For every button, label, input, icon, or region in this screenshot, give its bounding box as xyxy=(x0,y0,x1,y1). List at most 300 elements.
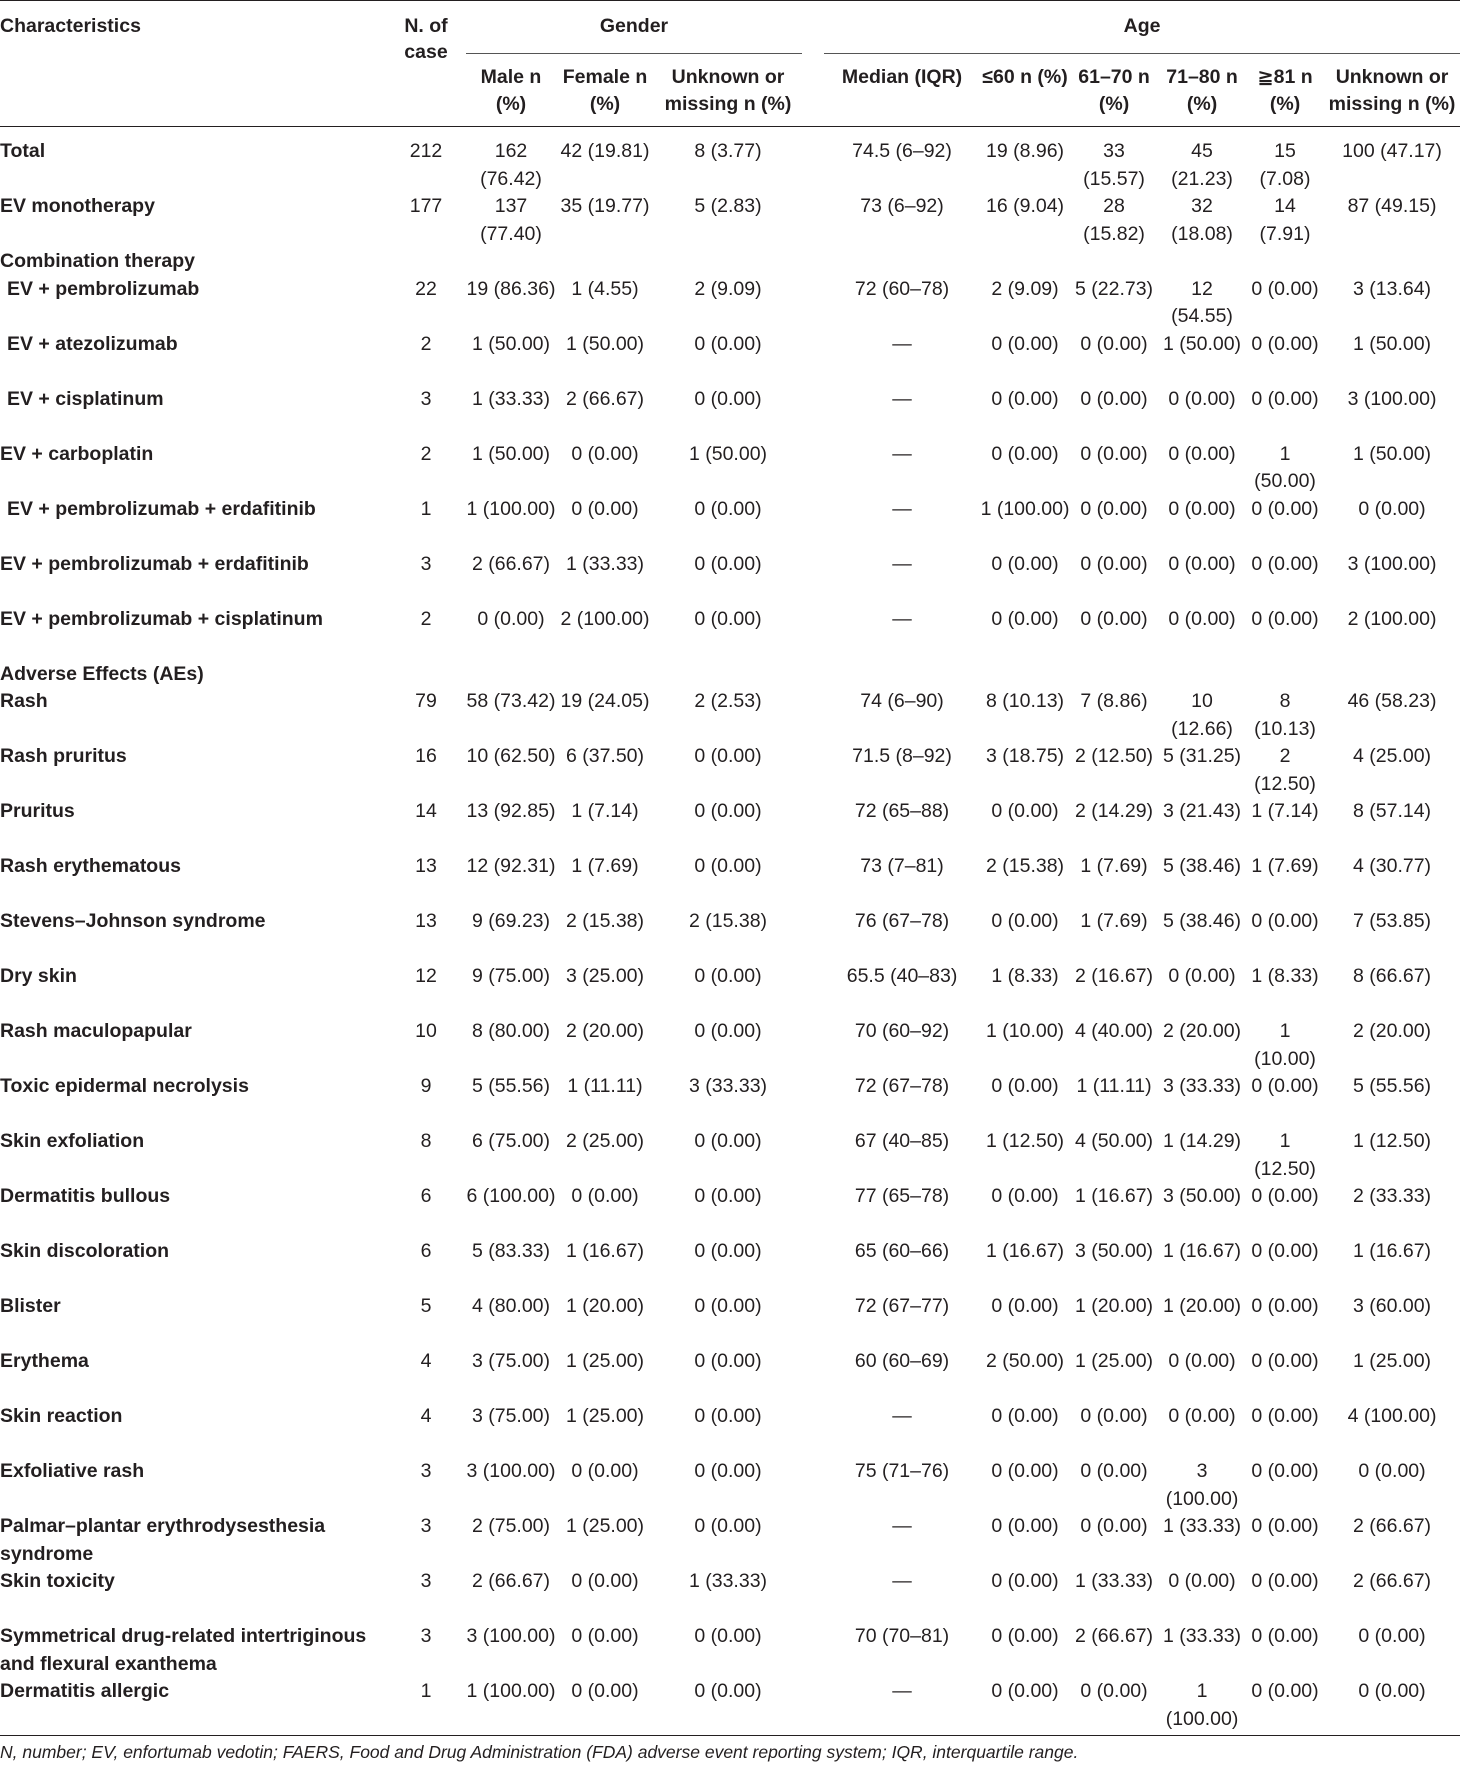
cell-le60: 0 (0.00) xyxy=(991,1185,1059,1207)
section-heading: Adverse Effects (AEs) xyxy=(0,662,204,685)
cell-median: — xyxy=(892,552,912,575)
section-adverse-effects xyxy=(0,661,1460,689)
cell-median: — xyxy=(892,442,912,465)
cell-ge81: 1 (7.69) xyxy=(1251,855,1319,877)
table-row xyxy=(0,1458,1460,1513)
cell-ge81: 0 (0.00) xyxy=(1251,1185,1319,1207)
cell-unknown-age: 1 (16.67) xyxy=(1353,1240,1432,1262)
cell-71-80: 0 (0.00) xyxy=(1168,965,1236,987)
col-unknown-gender: Unknown or missing n (%) xyxy=(664,66,792,115)
cell-male: 1 (50.00) xyxy=(471,442,551,465)
cell-le60: 2 (50.00) xyxy=(986,1350,1065,1372)
cell-male: 19 (86.36) xyxy=(466,277,556,300)
cell-n: 6 xyxy=(420,1240,432,1262)
cell-61-70: 0 (0.00) xyxy=(1080,1460,1148,1482)
cell-n: 9 xyxy=(420,1075,432,1097)
cell-le60: 19 (8.96) xyxy=(986,140,1065,162)
cell-unknown-age: 2 (33.33) xyxy=(1353,1185,1432,1207)
row-label: Skin exfoliation xyxy=(0,1130,145,1152)
cell-61-70: 33 (15.57) xyxy=(1083,140,1145,190)
cell-61-70: 0 (0.00) xyxy=(1080,442,1148,465)
cell-n: 22 xyxy=(415,277,437,300)
cell-median: — xyxy=(892,497,912,520)
col-characteristics: Characteristics xyxy=(0,15,141,37)
cell-median: 71.5 (8–92) xyxy=(852,745,952,767)
row-label: Total xyxy=(0,140,46,162)
cell-n: 2 xyxy=(420,332,432,355)
cell-le60: 0 (0.00) xyxy=(991,910,1059,932)
row-label: EV + pembrolizumab + cisplatinum xyxy=(0,607,323,630)
cell-ge81: 2 (12.50) xyxy=(1254,745,1316,795)
cell-female: 1 (4.55) xyxy=(571,277,639,300)
cell-ge81: 0 (0.00) xyxy=(1251,1625,1319,1647)
cell-n: 3 xyxy=(420,552,432,575)
cell-n: 3 xyxy=(420,1515,432,1537)
cell-71-80: 3 (21.43) xyxy=(1163,800,1242,822)
cell-le60: 0 (0.00) xyxy=(991,552,1059,575)
cell-le60: 0 (0.00) xyxy=(991,1680,1059,1702)
cell-61-70: 7 (8.86) xyxy=(1080,690,1148,712)
table-row xyxy=(0,1238,1460,1293)
row-label: EV + pembrolizumab xyxy=(7,277,200,300)
cell-median: 60 (60–69) xyxy=(854,1350,950,1372)
cell-female: 1 (33.33) xyxy=(565,552,645,575)
cell-61-70: 4 (40.00) xyxy=(1075,1020,1154,1042)
cell-female: 6 (37.50) xyxy=(565,745,645,767)
table-row xyxy=(0,1623,1460,1678)
table-row xyxy=(0,908,1460,963)
cell-le60: 0 (0.00) xyxy=(991,1515,1059,1537)
cell-unknown-age: 0 (0.00) xyxy=(1358,1460,1426,1482)
row-label: EV + pembrolizumab + erdafitinib xyxy=(7,497,316,520)
cell-male: 10 (62.50) xyxy=(466,745,556,767)
cell-ge81: 0 (0.00) xyxy=(1251,1240,1319,1262)
cell-ge81: 1 (7.14) xyxy=(1251,800,1319,822)
cell-median: 70 (70–81) xyxy=(854,1625,950,1647)
row-label: Toxic epidermal necrolysis xyxy=(0,1075,249,1097)
cell-ge81: 0 (0.00) xyxy=(1251,1570,1319,1592)
cell-unknown-age: 2 (100.00) xyxy=(1347,607,1437,630)
cell-female: 1 (7.14) xyxy=(571,800,639,822)
cell-71-80: 3 (100.00) xyxy=(1165,1460,1239,1510)
cell-unknown-age: 8 (66.67) xyxy=(1353,965,1432,987)
cell-ge81: 0 (0.00) xyxy=(1251,1515,1319,1537)
table-row xyxy=(0,1183,1460,1238)
cell-median: 75 (71–76) xyxy=(854,1460,950,1482)
table-row xyxy=(0,386,1460,441)
cell-61-70: 28 (15.82) xyxy=(1083,195,1145,245)
cell-median: 73 (7–81) xyxy=(860,855,944,877)
cell-female: 1 (16.67) xyxy=(565,1240,645,1262)
cell-unknown-age: 4 (100.00) xyxy=(1347,1405,1437,1427)
cell-le60: 0 (0.00) xyxy=(991,800,1059,822)
cell-61-70: 0 (0.00) xyxy=(1080,1405,1148,1427)
row-label: Dry skin xyxy=(0,965,77,987)
cell-unknown-age: 2 (66.67) xyxy=(1353,1515,1432,1537)
cell-n: 3 xyxy=(420,387,432,410)
table-row xyxy=(0,1018,1460,1073)
col-female: Female n (%) xyxy=(562,66,648,115)
cell-ge81: 0 (0.00) xyxy=(1251,552,1319,575)
cell-median: 77 (65–78) xyxy=(854,1185,950,1207)
cell-61-70: 0 (0.00) xyxy=(1080,332,1148,355)
cell-unknown-gender: 0 (0.00) xyxy=(694,497,762,520)
cell-female: 1 (25.00) xyxy=(565,1405,645,1427)
cell-unknown-age: 46 (58.23) xyxy=(1347,690,1437,712)
row-label: Dermatitis allergic xyxy=(0,1680,170,1702)
table-row xyxy=(0,441,1460,496)
table-row xyxy=(0,606,1460,661)
cell-unknown-age: 0 (0.00) xyxy=(1358,1680,1426,1702)
col-61-70: 61–70 n (%) xyxy=(1078,66,1150,115)
cell-male: 1 (50.00) xyxy=(471,332,551,355)
col-unknown-age: Unknown or missing n (%) xyxy=(1328,66,1456,115)
cell-male: 8 (80.00) xyxy=(471,1020,551,1042)
cell-71-80: 3 (50.00) xyxy=(1163,1185,1242,1207)
cell-male: 2 (75.00) xyxy=(471,1515,551,1537)
cell-n: 6 xyxy=(420,1185,432,1207)
row-label: EV + pembrolizumab + erdafitinib xyxy=(0,552,309,575)
cell-female: 1 (7.69) xyxy=(571,855,639,877)
cell-female: 19 (24.05) xyxy=(560,690,650,712)
cell-n: 4 xyxy=(420,1405,432,1427)
cell-ge81: 0 (0.00) xyxy=(1251,497,1319,520)
cell-female: 2 (100.00) xyxy=(560,607,650,630)
cell-le60: 0 (0.00) xyxy=(991,1460,1059,1482)
cell-61-70: 1 (25.00) xyxy=(1075,1350,1154,1372)
cell-unknown-age: 1 (25.00) xyxy=(1353,1350,1432,1372)
cell-unknown-gender: 2 (2.53) xyxy=(694,690,762,712)
cell-male: 137 (77.40) xyxy=(480,195,542,245)
row-label: Rash pruritus xyxy=(0,745,127,767)
cell-unknown-age: 3 (100.00) xyxy=(1347,552,1437,575)
cell-median: 65 (60–66) xyxy=(854,1240,950,1262)
row-label: EV + atezolizumab xyxy=(7,332,178,355)
cell-unknown-age: 0 (0.00) xyxy=(1358,497,1426,520)
cell-71-80: 0 (0.00) xyxy=(1168,1570,1236,1592)
cell-median: — xyxy=(892,1515,912,1537)
section-combination-therapy xyxy=(0,248,1460,276)
cell-ge81: 0 (0.00) xyxy=(1251,1405,1319,1427)
cell-unknown-gender: 3 (33.33) xyxy=(688,1075,768,1097)
cell-unknown-gender: 0 (0.00) xyxy=(694,800,762,822)
cell-ge81: 1 (10.00) xyxy=(1254,1020,1316,1070)
table-row xyxy=(0,1403,1460,1458)
cell-unknown-age: 3 (60.00) xyxy=(1353,1295,1432,1317)
table-row xyxy=(0,1293,1460,1348)
cell-71-80: 10 (12.66) xyxy=(1171,690,1233,740)
cell-male: 3 (100.00) xyxy=(466,1460,556,1482)
cell-median: 74 (6–90) xyxy=(860,690,944,712)
cell-le60: 0 (0.00) xyxy=(991,442,1059,465)
cell-ge81: 1 (12.50) xyxy=(1254,1130,1316,1180)
row-label: Stevens–Johnson syndrome xyxy=(0,910,266,932)
table-footnote: N, number; EV, enfortumab vedotin; FAERS, Food and Drug Administration (FDA) adverse event reporting system; IQR, interquartile range. xyxy=(0,1742,1079,1762)
cell-female: 0 (0.00) xyxy=(571,497,639,520)
table-row xyxy=(0,276,1460,331)
cell-71-80: 0 (0.00) xyxy=(1168,607,1236,630)
cell-female: 0 (0.00) xyxy=(571,1460,639,1482)
cell-unknown-age: 2 (20.00) xyxy=(1353,1020,1432,1042)
row-label: Palmar–plantar erythrodysesthesia syndrome xyxy=(0,1515,326,1565)
header-row-groups xyxy=(0,1,1460,54)
cell-unknown-gender: 0 (0.00) xyxy=(694,387,762,410)
cell-71-80: 1 (33.33) xyxy=(1163,1515,1242,1537)
cell-unknown-age: 5 (55.56) xyxy=(1353,1075,1432,1097)
cell-male: 2 (66.67) xyxy=(471,552,551,575)
cell-female: 1 (11.11) xyxy=(567,1075,643,1097)
cell-female: 2 (25.00) xyxy=(565,1130,645,1152)
cell-le60: 2 (15.38) xyxy=(986,855,1065,877)
cell-male: 1 (100.00) xyxy=(466,1680,556,1702)
cell-61-70: 1 (33.33) xyxy=(1075,1570,1154,1592)
cell-median: — xyxy=(892,607,912,630)
cell-median: — xyxy=(892,387,912,410)
cell-ge81: 14 (7.91) xyxy=(1259,195,1311,245)
cell-male: 1 (100.00) xyxy=(466,497,556,520)
cell-female: 0 (0.00) xyxy=(571,1570,639,1592)
cell-median: 65.5 (40–83) xyxy=(846,965,958,987)
cell-n: 3 xyxy=(420,1625,432,1647)
cell-unknown-age: 0 (0.00) xyxy=(1358,1625,1426,1647)
cell-unknown-gender: 0 (0.00) xyxy=(694,1350,762,1372)
row-label: Skin reaction xyxy=(0,1405,123,1427)
cell-median: — xyxy=(892,1405,912,1427)
cell-71-80: 0 (0.00) xyxy=(1168,552,1236,575)
cell-unknown-gender: 0 (0.00) xyxy=(694,745,762,767)
cell-le60: 16 (9.04) xyxy=(986,195,1065,217)
cell-le60: 3 (18.75) xyxy=(986,745,1065,767)
cell-unknown-gender: 1 (50.00) xyxy=(688,442,768,465)
row-label: Skin discoloration xyxy=(0,1240,170,1262)
cell-le60: 1 (100.00) xyxy=(980,497,1070,520)
table-row xyxy=(0,551,1460,606)
cell-male: 5 (55.56) xyxy=(471,1075,551,1097)
cell-61-70: 3 (50.00) xyxy=(1075,1240,1154,1262)
cell-unknown-gender: 0 (0.00) xyxy=(694,1185,762,1207)
cell-unknown-gender: 0 (0.00) xyxy=(694,1130,762,1152)
cell-71-80: 1 (100.00) xyxy=(1165,1680,1239,1730)
cell-71-80: 45 (21.23) xyxy=(1171,140,1233,190)
cell-le60: 2 (9.09) xyxy=(991,277,1059,300)
cell-71-80: 32 (18.08) xyxy=(1171,195,1233,245)
col-median: Median (IQR) xyxy=(841,66,963,88)
cell-n: 10 xyxy=(415,1020,437,1042)
cell-71-80: 0 (0.00) xyxy=(1168,442,1236,465)
cell-female: 0 (0.00) xyxy=(571,442,639,465)
cell-71-80: 0 (0.00) xyxy=(1168,497,1236,520)
cell-le60: 0 (0.00) xyxy=(991,332,1059,355)
cell-female: 1 (25.00) xyxy=(565,1515,645,1537)
cell-unknown-gender: 2 (9.09) xyxy=(694,277,762,300)
cell-61-70: 0 (0.00) xyxy=(1080,552,1148,575)
cell-median: — xyxy=(892,1570,912,1592)
cell-61-70: 0 (0.00) xyxy=(1080,607,1148,630)
cell-le60: 0 (0.00) xyxy=(991,1405,1059,1427)
cell-unknown-gender: 0 (0.00) xyxy=(694,965,762,987)
cell-ge81: 8 (10.13) xyxy=(1254,690,1316,740)
cell-71-80: 5 (38.46) xyxy=(1163,910,1242,932)
cell-le60: 0 (0.00) xyxy=(991,1295,1059,1317)
cell-female: 2 (20.00) xyxy=(565,1020,645,1042)
cell-male: 3 (100.00) xyxy=(466,1625,556,1647)
cell-unknown-gender: 0 (0.00) xyxy=(694,1680,762,1702)
cell-61-70: 1 (7.69) xyxy=(1080,910,1148,932)
row-label: Exfoliative rash xyxy=(0,1460,145,1482)
table-row xyxy=(0,127,1460,194)
cell-n: 16 xyxy=(415,745,437,767)
cell-male: 6 (75.00) xyxy=(471,1130,551,1152)
cell-61-70: 0 (0.00) xyxy=(1080,497,1148,520)
cell-unknown-gender: 0 (0.00) xyxy=(694,607,762,630)
cell-median: 76 (67–78) xyxy=(854,910,950,932)
row-label: Skin toxicity xyxy=(0,1570,115,1592)
cell-female: 3 (25.00) xyxy=(565,965,645,987)
cell-n: 13 xyxy=(415,855,437,877)
cell-n: 8 xyxy=(420,1130,432,1152)
cell-median: 72 (60–78) xyxy=(854,277,950,300)
cell-median: 70 (60–92) xyxy=(854,1020,950,1042)
cell-median: 73 (6–92) xyxy=(860,195,944,217)
row-label: EV monotherapy xyxy=(0,195,155,217)
cell-female: 2 (15.38) xyxy=(565,910,645,932)
cell-61-70: 2 (66.67) xyxy=(1075,1625,1154,1647)
table-row xyxy=(0,1128,1460,1183)
cell-unknown-gender: 0 (0.00) xyxy=(694,1240,762,1262)
table-body xyxy=(0,127,1460,1736)
cell-71-80: 0 (0.00) xyxy=(1168,1405,1236,1427)
cell-unknown-gender: 0 (0.00) xyxy=(694,1515,762,1537)
row-label: Blister xyxy=(0,1295,61,1317)
cell-unknown-age: 2 (66.67) xyxy=(1353,1570,1432,1592)
cell-ge81: 0 (0.00) xyxy=(1251,1460,1319,1482)
table-row xyxy=(0,1348,1460,1403)
cell-le60: 0 (0.00) xyxy=(991,607,1059,630)
table-row xyxy=(0,496,1460,551)
cell-71-80: 1 (33.33) xyxy=(1163,1625,1242,1647)
cell-71-80: 0 (0.00) xyxy=(1168,387,1236,410)
cell-n: 5 xyxy=(420,1295,432,1317)
cell-male: 5 (83.33) xyxy=(471,1240,551,1262)
cell-male: 3 (75.00) xyxy=(471,1405,551,1427)
cell-unknown-age: 3 (100.00) xyxy=(1347,387,1437,410)
cell-unknown-age: 4 (30.77) xyxy=(1353,855,1432,877)
cell-n: 177 xyxy=(409,195,443,217)
cell-unknown-age: 8 (57.14) xyxy=(1353,800,1432,822)
cell-male: 12 (92.31) xyxy=(466,855,556,877)
row-label: EV + carboplatin xyxy=(0,442,154,465)
cell-female: 2 (66.67) xyxy=(565,387,645,410)
cell-ge81: 0 (0.00) xyxy=(1251,1075,1319,1097)
cell-female: 1 (50.00) xyxy=(565,332,645,355)
cell-unknown-gender: 8 (3.77) xyxy=(694,140,762,162)
cell-61-70: 0 (0.00) xyxy=(1080,387,1148,410)
cell-61-70: 2 (12.50) xyxy=(1075,745,1154,767)
cell-median: 72 (65–88) xyxy=(854,800,950,822)
cell-71-80: 0 (0.00) xyxy=(1168,1350,1236,1372)
row-label: EV + cisplatinum xyxy=(7,387,164,410)
cell-n: 3 xyxy=(420,1570,432,1592)
table-row xyxy=(0,1073,1460,1128)
table-row xyxy=(0,743,1460,798)
row-label: Pruritus xyxy=(0,800,75,822)
cell-male: 3 (75.00) xyxy=(471,1350,551,1372)
cell-n: 3 xyxy=(420,1460,432,1482)
cell-male: 9 (69.23) xyxy=(471,910,551,932)
cell-61-70: 2 (16.67) xyxy=(1075,965,1154,987)
cell-n: 13 xyxy=(415,910,437,932)
cell-male: 9 (75.00) xyxy=(471,965,551,987)
cell-female: 42 (19.81) xyxy=(560,140,650,162)
cell-71-80: 3 (33.33) xyxy=(1163,1075,1242,1097)
cell-61-70: 4 (50.00) xyxy=(1075,1130,1154,1152)
row-label: Dermatitis bullous xyxy=(0,1185,171,1207)
cell-71-80: 1 (14.29) xyxy=(1163,1130,1242,1152)
cell-male: 6 (100.00) xyxy=(466,1185,556,1207)
cell-le60: 1 (16.67) xyxy=(986,1240,1065,1262)
cell-61-70: 1 (20.00) xyxy=(1075,1295,1154,1317)
cell-71-80: 12 (54.55) xyxy=(1171,277,1233,327)
cell-ge81: 15 (7.08) xyxy=(1259,140,1311,190)
cell-61-70: 0 (0.00) xyxy=(1080,1515,1148,1537)
cell-61-70: 1 (11.11) xyxy=(1076,1075,1152,1097)
cell-ge81: 0 (0.00) xyxy=(1251,1680,1319,1702)
cell-ge81: 1 (8.33) xyxy=(1251,965,1319,987)
cell-ge81: 0 (0.00) xyxy=(1251,607,1319,630)
cell-61-70: 1 (7.69) xyxy=(1080,855,1148,877)
cell-ge81: 1 (50.00) xyxy=(1254,442,1316,492)
cell-unknown-age: 100 (47.17) xyxy=(1342,140,1442,162)
col-male: Male n (%) xyxy=(480,66,542,115)
cell-unknown-gender: 0 (0.00) xyxy=(694,332,762,355)
cell-n: 1 xyxy=(420,497,432,520)
cell-le60: 0 (0.00) xyxy=(991,387,1059,410)
cell-le60: 0 (0.00) xyxy=(991,1570,1059,1592)
col-n-of-case: N. of case xyxy=(404,15,448,63)
table-row xyxy=(0,688,1460,743)
cell-unknown-age: 7 (53.85) xyxy=(1353,910,1432,932)
col-ge81: ≧81 n (%) xyxy=(1257,66,1313,115)
cell-unknown-gender: 2 (15.38) xyxy=(688,910,768,932)
cell-unknown-age: 3 (13.64) xyxy=(1353,277,1432,300)
row-label: Symmetrical drug-related intertriginous and flexural exanthema xyxy=(0,1625,367,1675)
cell-61-70: 5 (22.73) xyxy=(1075,277,1154,300)
cell-female: 0 (0.00) xyxy=(571,1680,639,1702)
cell-female: 35 (19.77) xyxy=(560,195,650,217)
cell-le60: 1 (12.50) xyxy=(986,1130,1065,1152)
cell-unknown-gender: 0 (0.00) xyxy=(694,1020,762,1042)
table-row xyxy=(0,853,1460,908)
cell-female: 1 (25.00) xyxy=(565,1350,645,1372)
cell-ge81: 0 (0.00) xyxy=(1251,277,1319,300)
cell-n: 1 xyxy=(420,1680,432,1702)
cell-le60: 1 (8.33) xyxy=(991,965,1059,987)
cell-n: 2 xyxy=(420,442,432,465)
cell-unknown-age: 87 (49.15) xyxy=(1347,195,1437,217)
cell-le60: 8 (10.13) xyxy=(986,690,1065,712)
cell-unknown-gender: 5 (2.83) xyxy=(694,195,762,217)
cell-71-80: 1 (16.67) xyxy=(1163,1240,1242,1262)
cell-unknown-gender: 0 (0.00) xyxy=(694,1625,762,1647)
cell-le60: 0 (0.00) xyxy=(991,1075,1059,1097)
cell-le60: 0 (0.00) xyxy=(991,1625,1059,1647)
cell-n: 12 xyxy=(415,965,437,987)
cell-median: 72 (67–78) xyxy=(854,1075,950,1097)
cell-71-80: 5 (31.25) xyxy=(1163,745,1242,767)
table-row xyxy=(0,963,1460,1018)
table-row xyxy=(0,798,1460,853)
cell-71-80: 2 (20.00) xyxy=(1163,1020,1242,1042)
